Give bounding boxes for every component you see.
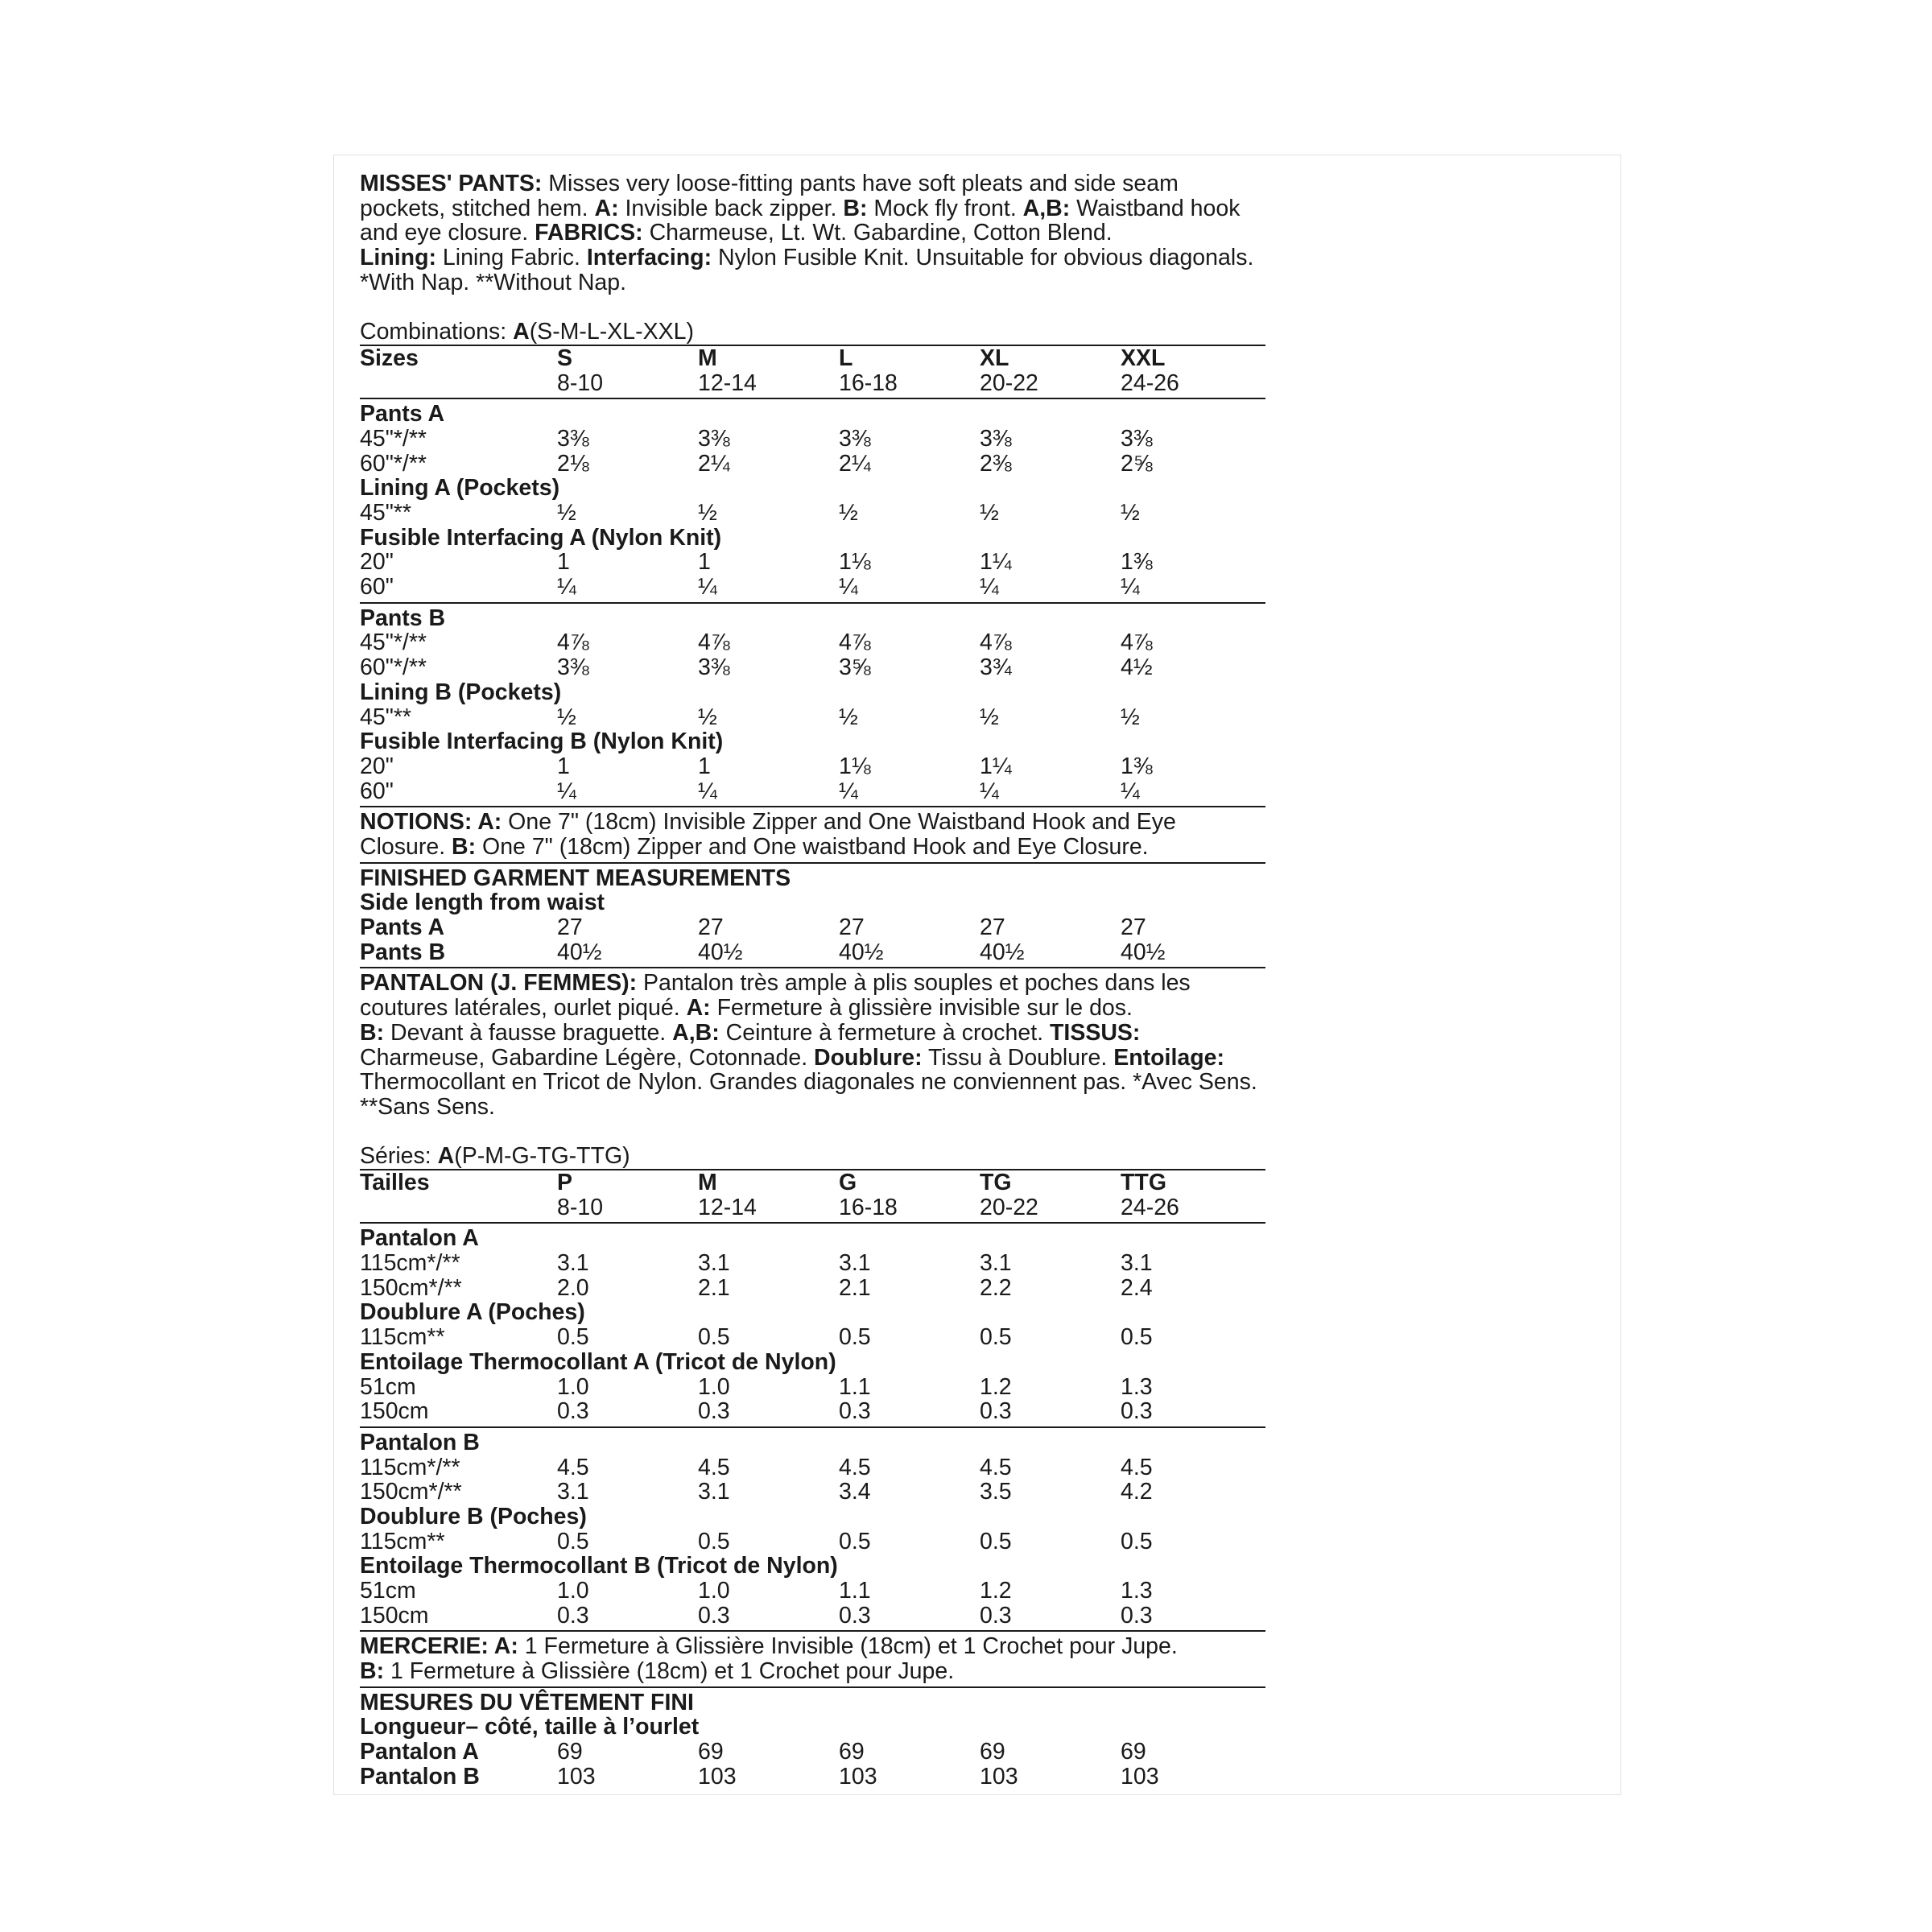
row-label: 60" <box>360 574 394 601</box>
mercerie-fr: MERCERIE: A: 1 Fermeture à Glissière Invisible (18cm) et 1 Crochet pour Jupe. B: 1 Fermeture à Glissière (18cm) et 1 Crochet pour Jupe. <box>360 1634 1265 1687</box>
row-value: 40½ <box>1121 939 1166 965</box>
row-value: 3⅜ <box>1121 425 1153 452</box>
row-value: 40½ <box>980 939 1025 965</box>
row-value: 1.1 <box>839 1578 871 1604</box>
table-row <box>360 1740 1265 1765</box>
table-row <box>360 427 1265 452</box>
row-value: 0.5 <box>1121 1324 1153 1351</box>
finished-subtitle: Longueur– côté, taille à l’ourlet <box>360 1714 700 1740</box>
row-label: 115cm*/** <box>360 1454 460 1480</box>
row-label: 51cm <box>360 1578 416 1604</box>
table-row <box>360 501 1265 526</box>
row-value: ¼ <box>1121 778 1140 804</box>
table-row <box>360 1276 1265 1301</box>
row-value: 1.3 <box>1121 1578 1153 1604</box>
row-value: 4⅞ <box>1121 630 1153 656</box>
description-en: MISSES' PANTS: Misses very loose-fitting pants have soft pleats and side seam pockets, stitched hem. A: Invisible back zipper. B: Mock fly front. A,B: Waistband hook and eye closure. FABRICS: Charmeuse, Lt. Wt. Gabardine, Cotton Blend. Lining: Lining Fabric. Interfacing: Nylon Fusible Knit. Unsuitable for obvious diagonals. *With Nap. **Without Nap. <box>360 171 1254 295</box>
row-label: Pants A <box>360 914 445 941</box>
row-value: ½ <box>557 704 576 730</box>
row-value: 2¼ <box>839 450 871 477</box>
section-title: Lining B (Pockets) <box>360 679 562 705</box>
finished-measurements-en <box>360 866 1265 969</box>
row-value: 1.0 <box>557 1373 589 1400</box>
combinations-line: Combinations: A(S-M-L-XL-XXL) <box>360 320 1265 346</box>
row-value: 4⅞ <box>980 630 1012 656</box>
row-value: ½ <box>980 500 999 526</box>
table-row <box>360 1480 1265 1505</box>
row-value: 1.2 <box>980 1373 1012 1400</box>
row-value: 40½ <box>698 939 743 965</box>
row-value: ¼ <box>698 574 717 601</box>
row-value: 27 <box>1121 914 1146 941</box>
row-value: 0.5 <box>698 1528 730 1554</box>
row-value: 3⅜ <box>698 654 730 681</box>
finished-subtitle: Side length from waist <box>360 890 605 916</box>
table-row <box>360 452 1265 477</box>
row-value: 103 <box>698 1763 737 1790</box>
row-label: Pantalon B <box>360 1763 480 1790</box>
row-value: 4.5 <box>698 1454 730 1480</box>
row-value: 103 <box>839 1763 877 1790</box>
table-row <box>360 1604 1265 1629</box>
row-value: ¼ <box>698 778 717 804</box>
row-value: 2⅝ <box>1121 450 1153 477</box>
size-header-fr: Tailles P M G TG TTG 8-10 12-14 16-18 20-22 24-26 <box>360 1170 1265 1224</box>
row-value: 1.3 <box>1121 1373 1153 1400</box>
row-value: ½ <box>839 704 858 730</box>
row-value: 0.3 <box>698 1398 730 1425</box>
row-value: 0.5 <box>980 1324 1012 1351</box>
row-value: 3⅜ <box>980 425 1012 452</box>
row-value: 4.5 <box>980 1454 1012 1480</box>
row-value: 2.2 <box>980 1274 1012 1301</box>
row-value: 1.1 <box>839 1373 871 1400</box>
row-label: 115cm*/** <box>360 1250 460 1277</box>
yardage-group-en-a <box>360 402 1265 604</box>
table-row <box>360 779 1265 804</box>
row-label: 150cm <box>360 1398 429 1425</box>
row-value: 2.0 <box>557 1274 589 1301</box>
row-value: ¼ <box>839 574 858 601</box>
table-row <box>360 1375 1265 1400</box>
row-value: ½ <box>698 704 717 730</box>
row-value: 1 <box>698 753 711 779</box>
row-label: 45"** <box>360 500 411 526</box>
size-header-en: Sizes S M L XL XXL 8-10 12-14 16-18 20-22 24-26 <box>360 346 1265 399</box>
row-value: ¼ <box>839 778 858 804</box>
finished-title: FINISHED GARMENT MEASUREMENTS <box>360 865 791 891</box>
row-value: 1.0 <box>557 1578 589 1604</box>
row-value: 27 <box>980 914 1005 941</box>
row-value: ¼ <box>980 778 999 804</box>
row-value: 3⅜ <box>557 425 589 452</box>
row-label: 115cm** <box>360 1324 445 1351</box>
row-value: 40½ <box>839 939 884 965</box>
row-value: 2.1 <box>698 1274 730 1301</box>
row-value: ¼ <box>557 778 576 804</box>
row-value: 1 <box>557 549 570 576</box>
row-value: 1¼ <box>980 753 1012 779</box>
row-value: 0.3 <box>557 1602 589 1629</box>
finished-title: MESURES DU VÊTEMENT FINI <box>360 1689 694 1715</box>
table-row <box>360 1251 1265 1276</box>
row-value: ½ <box>1121 704 1140 730</box>
row-label: 45"** <box>360 704 411 730</box>
row-value: 2⅜ <box>980 450 1012 477</box>
row-value: 103 <box>557 1763 596 1790</box>
table-row <box>360 630 1265 655</box>
pattern-back-content <box>360 171 1265 1790</box>
row-value: 4.5 <box>1121 1454 1153 1480</box>
row-value: 0.3 <box>839 1398 871 1425</box>
section-title: Fusible Interfacing B (Nylon Knit) <box>360 729 724 755</box>
row-value: 0.5 <box>557 1528 589 1554</box>
row-value: 3.1 <box>557 1250 589 1277</box>
row-value: 2.1 <box>839 1274 871 1301</box>
row-value: 0.3 <box>980 1602 1012 1629</box>
section-title: Doublure B (Poches) <box>360 1503 587 1530</box>
row-value: 1.0 <box>698 1578 730 1604</box>
row-value: 3.1 <box>980 1250 1012 1277</box>
row-value: 27 <box>698 914 724 941</box>
row-value: 3.1 <box>557 1479 589 1505</box>
row-value: 69 <box>980 1739 1005 1765</box>
row-value: 0.3 <box>1121 1398 1153 1425</box>
row-label: Pants B <box>360 939 446 965</box>
table-row <box>360 655 1265 680</box>
description-fr: PANTALON (J. FEMMES): Pantalon très ample à plis souples et poches dans les coutures latérales, ourlet piqué. A: Fermeture à glissière invisible sur le dos. B: Devant à fausse braguette. A,B: Ceinture à fermeture à crochet. TISSUS: Charmeuse, Gabardine Légère, Cotonnade. Doublure: Tissu à Doublure. Entoilage: Thermocollant en Tricot de Nylon. Grandes diagonales ne conviennent pas. *Avec Sens. **Sans Sens. <box>360 970 1257 1120</box>
row-value: 3⅜ <box>557 654 589 681</box>
row-label: 20" <box>360 753 394 779</box>
table-row <box>360 915 1265 940</box>
row-value: 4⅞ <box>698 630 730 656</box>
section-title: Lining A (Pockets) <box>360 475 560 502</box>
section-title: Pantalon B <box>360 1429 480 1455</box>
row-value: 4⅞ <box>839 630 871 656</box>
table-row <box>360 1325 1265 1350</box>
yardage-group-en-b <box>360 606 1265 808</box>
row-value: ½ <box>1121 500 1140 526</box>
table-row <box>360 705 1265 730</box>
row-value: 1.0 <box>698 1373 730 1400</box>
row-value: 0.3 <box>980 1398 1012 1425</box>
row-value: ½ <box>980 704 999 730</box>
table-row <box>360 1455 1265 1480</box>
row-value: 0.3 <box>839 1602 871 1629</box>
row-value: 27 <box>557 914 583 941</box>
row-label: 60"*/** <box>360 450 427 477</box>
row-value: 69 <box>1121 1739 1146 1765</box>
row-value: 0.3 <box>1121 1602 1153 1629</box>
row-value: 69 <box>557 1739 583 1765</box>
section-title: Doublure A (Poches) <box>360 1299 585 1326</box>
section-title: Entoilage Thermocollant B (Tricot de Nylon) <box>360 1553 838 1579</box>
row-value: 103 <box>980 1763 1018 1790</box>
row-label: 45"*/** <box>360 425 427 452</box>
row-value: 0.5 <box>557 1324 589 1351</box>
row-value: 1⅛ <box>839 549 871 576</box>
row-value: 0.3 <box>698 1602 730 1629</box>
table-row <box>360 1579 1265 1604</box>
table-row <box>360 1765 1265 1790</box>
row-value: 1⅛ <box>839 753 871 779</box>
section-title: Pants B <box>360 605 446 631</box>
row-value: 1⅜ <box>1121 549 1153 576</box>
row-value: 0.5 <box>698 1324 730 1351</box>
row-value: 3⅜ <box>839 425 871 452</box>
row-value: 3⅜ <box>698 425 730 452</box>
row-value: 3.4 <box>839 1479 871 1505</box>
section-title: Pants A <box>360 401 445 427</box>
row-label: 115cm** <box>360 1528 445 1554</box>
row-value: 2.4 <box>1121 1274 1153 1301</box>
row-label: 60" <box>360 778 394 804</box>
series-line: Séries: A(P-M-G-TG-TTG) <box>360 1144 1265 1170</box>
row-value: 0.5 <box>839 1324 871 1351</box>
row-value: 3⅝ <box>839 654 871 681</box>
row-value: 1¼ <box>980 549 1012 576</box>
row-value: 1.2 <box>980 1578 1012 1604</box>
row-value: 0.3 <box>557 1398 589 1425</box>
table-row <box>360 550 1265 575</box>
row-value: ½ <box>557 500 576 526</box>
yardage-group-fr-a <box>360 1226 1265 1428</box>
row-value: 4½ <box>1121 654 1153 681</box>
notions-en: NOTIONS: A: One 7" (18cm) Invisible Zipper and One Waistband Hook and Eye Closure. B: One 7" (18cm) Zipper and One waistband Hook and Eye Closure. <box>360 810 1265 863</box>
row-value: 0.5 <box>1121 1528 1153 1554</box>
sizes-label: Sizes <box>360 345 419 371</box>
row-value: 4.5 <box>557 1454 589 1480</box>
section-title: Fusible Interfacing A (Nylon Knit) <box>360 524 722 551</box>
table-row <box>360 940 1265 965</box>
row-label: 51cm <box>360 1373 416 1400</box>
row-value: 0.5 <box>980 1528 1012 1554</box>
row-label: 150cm*/** <box>360 1479 462 1505</box>
section-title: Pantalon A <box>360 1225 479 1252</box>
row-value: ½ <box>698 500 717 526</box>
row-value: 2⅛ <box>557 450 589 477</box>
row-value: ¼ <box>1121 574 1140 601</box>
table-row <box>360 1399 1265 1424</box>
row-value: 3.1 <box>698 1250 730 1277</box>
row-value: 69 <box>698 1739 724 1765</box>
row-value: ½ <box>839 500 858 526</box>
table-row <box>360 1530 1265 1554</box>
row-value: 3.1 <box>698 1479 730 1505</box>
row-value: 40½ <box>557 939 602 965</box>
row-value: 4⅞ <box>557 630 589 656</box>
yardage-group-fr-b <box>360 1430 1265 1633</box>
row-label: Pantalon A <box>360 1739 479 1765</box>
row-value: 27 <box>839 914 865 941</box>
finished-measurements-fr <box>360 1690 1265 1790</box>
row-label: 45"*/** <box>360 630 427 656</box>
table-row <box>360 754 1265 779</box>
row-value: 3¾ <box>980 654 1012 681</box>
row-value: 3.5 <box>980 1479 1012 1505</box>
row-label: 150cm*/** <box>360 1274 462 1301</box>
row-value: 1 <box>557 753 570 779</box>
row-value: 4.2 <box>1121 1479 1153 1505</box>
row-value: 3.1 <box>839 1250 871 1277</box>
row-label: 150cm <box>360 1602 429 1629</box>
tailles-label: Tailles <box>360 1170 430 1196</box>
row-value: 4.5 <box>839 1454 871 1480</box>
row-value: 0.5 <box>839 1528 871 1554</box>
row-value: ¼ <box>557 574 576 601</box>
row-value: 1 <box>698 549 711 576</box>
row-value: 69 <box>839 1739 865 1765</box>
table-row <box>360 575 1265 600</box>
row-value: 1⅜ <box>1121 753 1153 779</box>
row-value: 103 <box>1121 1763 1159 1790</box>
row-value: 2¼ <box>698 450 730 477</box>
row-value: 3.1 <box>1121 1250 1153 1277</box>
row-label: 60"*/** <box>360 654 427 681</box>
section-title: Entoilage Thermocollant A (Tricot de Nylon) <box>360 1348 836 1375</box>
row-label: 20" <box>360 549 394 576</box>
row-value: ¼ <box>980 574 999 601</box>
